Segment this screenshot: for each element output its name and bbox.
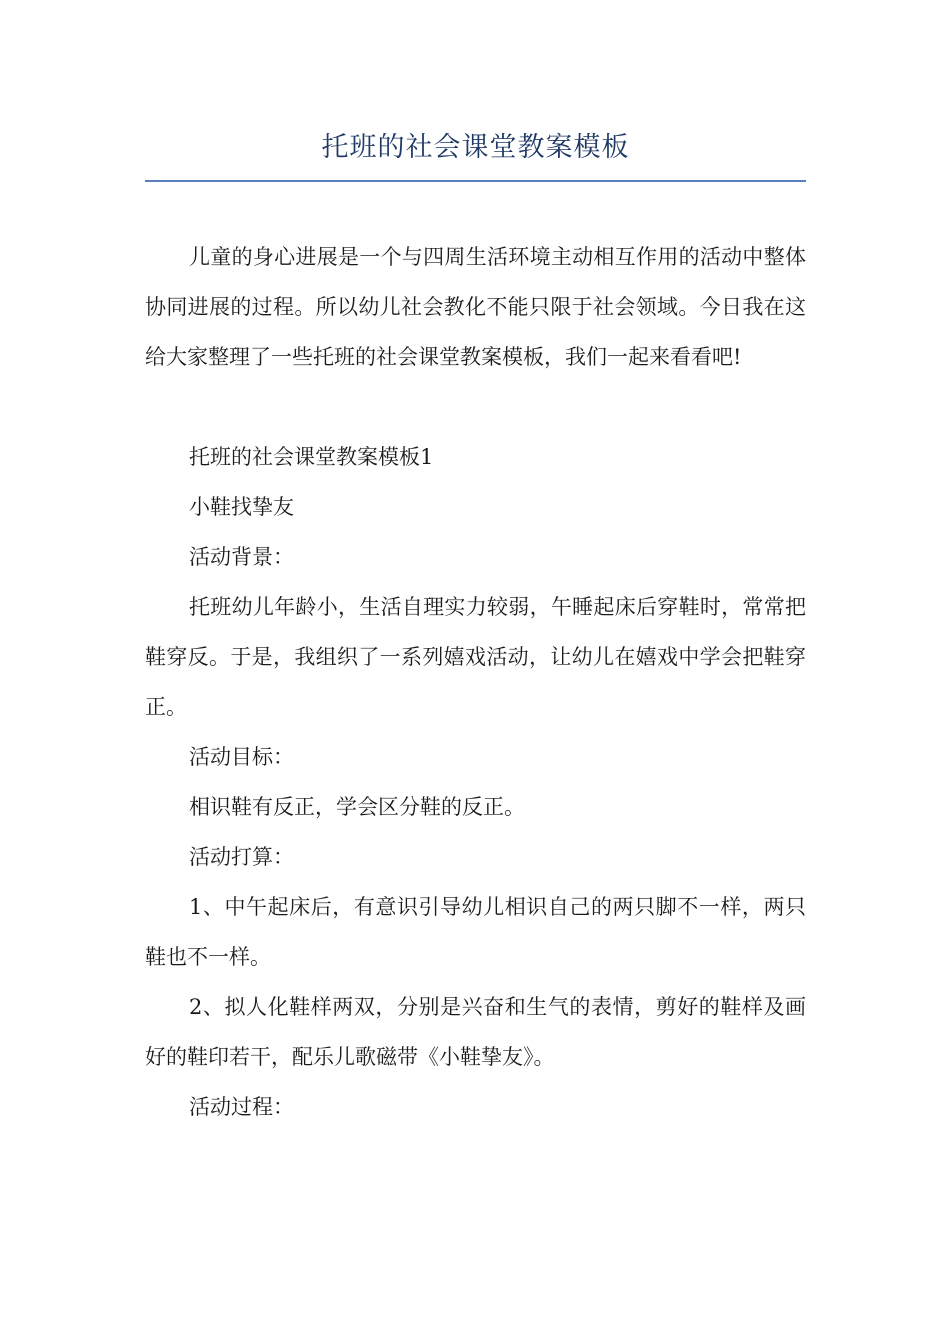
paragraph-goals: 相识鞋有反正，学会区分鞋的反正。 — [189, 795, 525, 819]
subheading-preparation: 活动打算： — [189, 845, 294, 869]
paragraph-background: 托班幼儿年龄小，生活自理实力较弱，午睡起床后穿鞋时，常常把鞋穿反。于是，我组织了一系列嬉戏活动，让幼儿在嬉戏中学会把鞋穿正。 — [145, 595, 806, 719]
document-title: 托班的社会课堂教案模板 — [321, 132, 630, 163]
subheading-process: 活动过程： — [189, 1095, 294, 1119]
subheading-goals: 活动目标： — [189, 745, 294, 769]
preparation-item-2: 2、拟人化鞋样两双，分别是兴奋和生气的表情，剪好的鞋样及画好的鞋印若干，配乐儿歌磁带《小鞋挚友》。 — [145, 995, 806, 1069]
title-underline — [145, 180, 806, 182]
document-body — [145, 232, 806, 1132]
intro-paragraph: 儿童的身心进展是一个与四周生活环境主动相互作用的活动中整体协同进展的过程。所以幼儿社会教化不能只限于社会领域。今日我在这给大家整理了一些托班的社会课堂教案模板，我们一起来看看吧! — [145, 245, 806, 369]
subheading-background: 活动背景： — [189, 545, 294, 569]
lesson-title: 小鞋找挚友 — [189, 495, 294, 519]
section-heading: 托班的社会课堂教案模板1 — [189, 445, 434, 469]
preparation-item-1: 1、中午起床后，有意识引导幼儿相识自己的两只脚不一样，两只鞋也不一样。 — [145, 895, 806, 969]
